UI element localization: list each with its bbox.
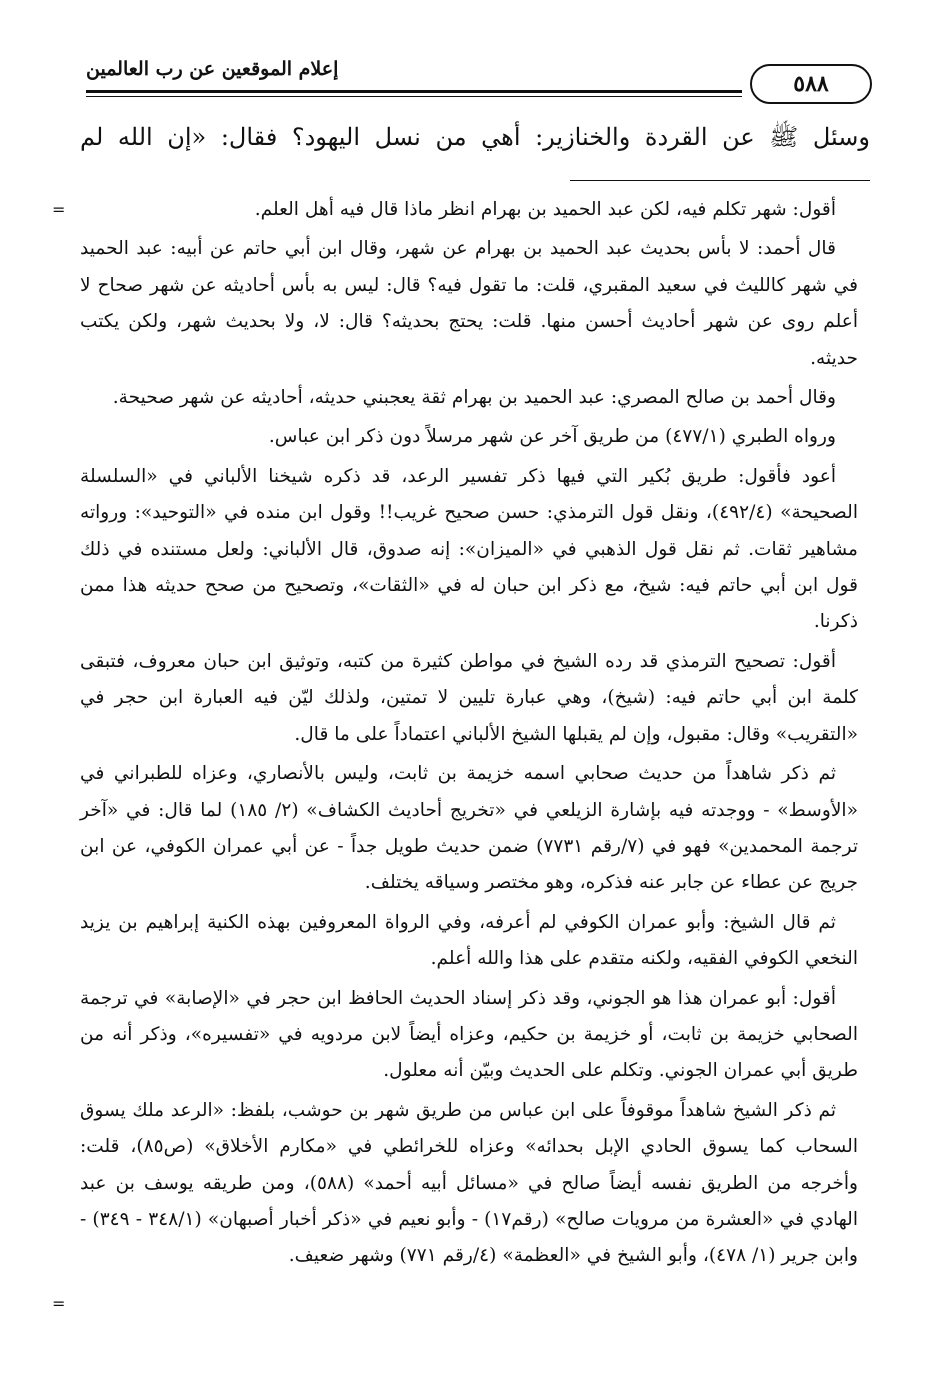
running-title: إعلام الموقعين عن رب العالمين	[86, 58, 339, 80]
footnote-paragraph: أقول: شهر تكلم فيه، لكن عبد الحميد بن بهرام انظر ماذا قال فيه أهل العلم.	[254, 199, 836, 220]
footnote-paragraph: ثم ذكر الشيخ شاهداً موقوفاً على ابن عباس من طريق شهر بن حوشب، بلفظ: «الرعد ملك يسوق السحاب كما يسوق الحادي الإبل بحدائه» وعزاه للخرائطي في «مكارم الأخلاق» (ص٨٥)، قلت: وأخرجه من الطريق نفسه أيضاً صالح في «مسائل أبيه أحمد» (٥٨٨)، ومن طريقه يوسف بن عبد الهادي في «العشرة من مرويات صالح» (رقم١٧) - وأبو نعيم في «ذكر أخبار أصبهان» (٣٤٨/١ - ٣٤٩) - وابن جرير (١/ ٤٧٨)، وأبو الشيخ في «العظمة» (٤/رقم ٧٧١) وشهر ضعيف.	[80, 1099, 859, 1267]
main-text-line: وسئل ﷺ عن القردة والخنازير: أهي من نسل اليهود؟ فقال: «إن الله لم	[80, 123, 870, 151]
footnote-paragraph: وقال أحمد بن صالح المصري: عبد الحميد بن بهرام ثقة يعجبني حديثه، أحاديثه عن شهر صحيحة.	[112, 387, 836, 409]
footnotes-block	[80, 192, 858, 1278]
footnote-paragraph: أقول: تصحيح الترمذي قد رده الشيخ في مواطن كثيرة من كتبه، وتوثيق ابن حبان معروف، فتبقى كلمة ابن أبي حاتم فيه: (شيخ)، وهي عبارة تليين لا تمتين، ولذلك ليّن فيه العبارة ابن حجر في «التقريب» وقال: مقبول، وإن لم يقبلها الشيخ الألباني اعتماداً على ما قال.	[80, 650, 858, 745]
footnote-paragraph: ورواه الطبري (٤٧٧/١) من طريق آخر عن شهر مرسلاً دون ذكر ابن عباس.	[268, 426, 836, 448]
footnote-paragraph: ثم ذكر شاهداً من حديث صحابي اسمه خزيمة بن ثابت، وليس بالأنصاري، وعزاه للطبراني في «الأوسط» - ووجدته فيه بإشارة الزيلعي في «تخريج أحاديث الكشاف» (٢/ ١٨٥) لما قال: في «آخر ترجمة المحمدين» فهو في (٧/رقم ٧٧٣١) ضمن حديث طويل جداً - عن أبي عمران الكوفي، عن ابن جريج عن عطاء عن جابر عنه فذكره، وهو مختصر وسياقه يختلف.	[80, 763, 859, 894]
footnote-paragraph: ثم قال الشيخ: وأبو عمران الكوفي لم أعرفه، وفي الرواة المعروفين بهذه الكنية إبراهيم بن يزيد النخعي الكوفي الفقيه، ولكنه متقدم على هذا والله أعلم.	[80, 911, 858, 970]
page-header	[86, 52, 872, 100]
page-number-badge: ٥٨٨	[750, 64, 872, 104]
footnote-paragraph: أقول: أبو عمران هذا هو الجوني، وقد ذكر إسناد الحديث الحافظ ابن حجر في «الإصابة» في ترجمة الصحابي خزيمة بن ثابت، أو خزيمة بن حكيم، وعزاه أيضاً لابن مردويه في «تفسيره»، وذكر أنه من طريق أبي عمران الجوني. وتكلم على الحديث وبيّن أنه معلول.	[80, 987, 858, 1082]
footnote-continuation-marker-top: =	[52, 200, 66, 219]
footnote-continuation-marker-bottom: =	[52, 1294, 66, 1313]
footnote-paragraph: قال أحمد: لا بأس بحديث عبد الحميد بن بهرام عن شهر، وقال ابن أبي حاتم عن أبيه: عبد الحميد في شهر كالليث في سعيد المقبري، قلت: ما تقول فيه؟ قال: ليس به بأس أحاديثه عن شهر صحاح لا أعلم روى عن شهر أحاديث أحسن منها. قلت: يحتج بحديثه؟ قال: لا، ولا بحديث شهر، ولكن يكتب حديثه.	[80, 238, 858, 369]
header-rule	[86, 90, 742, 97]
footnote-paragraph: أعود فأقول: طريق بُكير التي فيها ذكر تفسير الرعد، قد ذكره شيخنا الألباني في «السلسلة الصحيحة» (٤٩٢/٤)، ونقل قول الترمذي: حسن صحيح غريب!! وقول ابن منده في «التوحيد»: ورواته مشاهير ثقات. ثم نقل قول الذهبي في «الميزان»: إنه صدوق، قال الألباني: ولعل مستنده في ذلك قول ابن أبي حاتم فيه: شيخ، مع ذكر ابن حبان له في «الثقات»، وتصحيح من صحح حديثه هذا ممن ذكرنا.	[80, 465, 858, 633]
footnote-separator	[570, 180, 870, 181]
